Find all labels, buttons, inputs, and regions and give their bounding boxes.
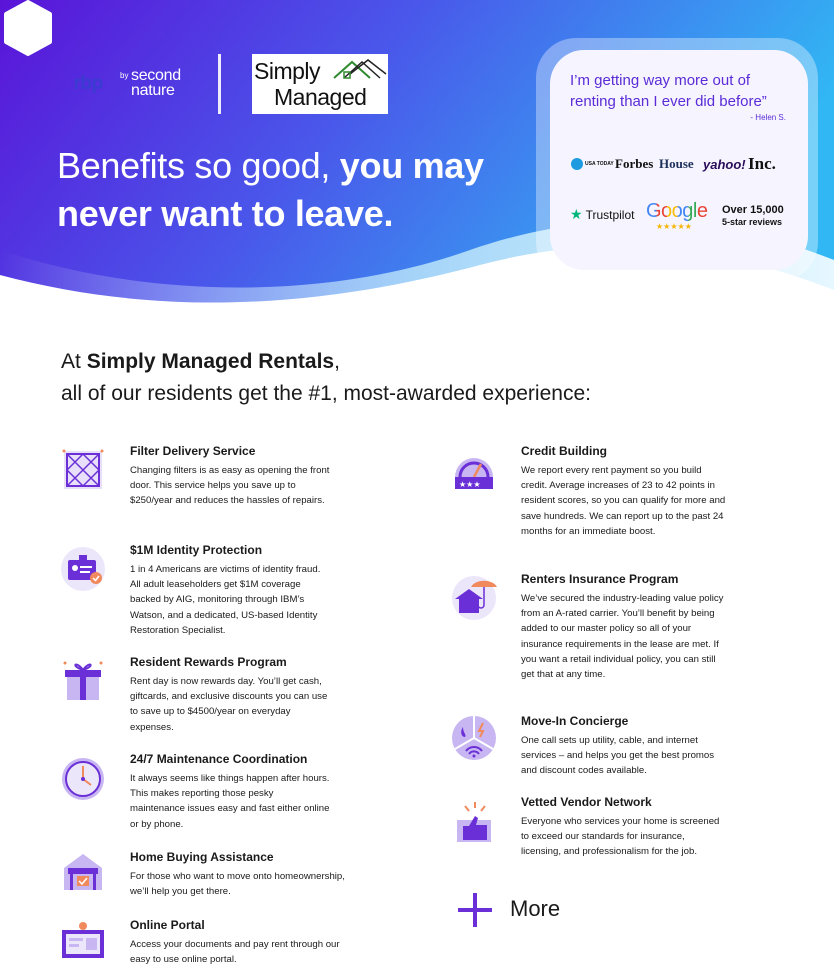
benefit-title: Resident Rewards Program xyxy=(130,655,287,669)
filter-icon xyxy=(60,447,106,493)
headline-bold-1: you may xyxy=(339,145,484,186)
benefit-desc: For those who want to move onto homeownership, we’ll help you get there. xyxy=(130,871,345,898)
more-link[interactable]: More xyxy=(510,896,561,921)
benefit-maintenance xyxy=(130,751,330,832)
nature-label: nature xyxy=(131,82,175,99)
benefit-vetted-vendors xyxy=(521,794,726,860)
rbp-logo: rbp xyxy=(73,73,103,94)
review-sub-text: 5-star reviews xyxy=(722,217,783,227)
usa-today-dot-icon xyxy=(571,158,583,170)
benefit-title: Online Portal xyxy=(130,918,205,932)
benefit-desc: 1 in 4 Americans are victims of identity fraud. All adult leaseholders get $1M coverage backed by AIG, monitoring through IBM’s Watson, and a dedicated, US-based Identity Restoration Specialist. xyxy=(130,564,321,636)
hero-banner xyxy=(0,0,834,330)
google-logo xyxy=(646,200,708,223)
benefit-desc: Everyone who services your home is screened to exceed our standards for insurance, licensing, and professionalism for the job. xyxy=(521,816,720,858)
testimonial-quote: I’m getting way more out of renting than I ever did before” xyxy=(570,72,767,110)
benefit-title: Filter Delivery Service xyxy=(130,444,256,458)
partner-logo-line2: Managed xyxy=(274,84,367,110)
headline-regular: Benefits so good, xyxy=(57,145,340,186)
svg-text:★★★: ★★★ xyxy=(459,480,481,489)
trustpilot-logo xyxy=(570,206,634,223)
benefit-title: Renters Insurance Program xyxy=(521,572,679,586)
intro-line2: all of our residents get the #1, most-awarded experience: xyxy=(61,382,591,405)
by-label: by xyxy=(120,71,129,80)
benefit-title: $1M Identity Protection xyxy=(130,543,263,557)
credit-gauge-icon xyxy=(451,447,497,493)
benefit-identity-protection xyxy=(130,542,330,638)
benefit-online-portal xyxy=(130,917,350,967)
umbrella-house-icon xyxy=(451,575,497,621)
intro-company: Simply Managed Rentals xyxy=(86,350,335,373)
benefit-credit-building xyxy=(521,443,726,539)
usa-today-text: USA TODAY xyxy=(585,161,614,167)
benefit-desc: We report every rent payment so you build credit. Average increases of 23 to 42 points in resident scores, so you can qualify for more and save hundreds. We can report up to the past 24 months for an immediate boost. xyxy=(521,465,726,537)
benefit-desc: We’ve secured the industry-leading value policy from an A-rated carrier. You’ll benefit by being added to our master policy so all of your insurance requirements in the lease are met. If you want a retail individual policy, you can still get that at any time. xyxy=(521,593,724,681)
thumbs-up-icon xyxy=(451,798,497,844)
testimonial-author: - Helen S. xyxy=(750,113,786,122)
benefit-home-buying xyxy=(130,849,350,899)
benefit-title: Credit Building xyxy=(521,444,607,458)
gift-icon xyxy=(60,658,106,704)
headline-bold-2: never want to leave. xyxy=(57,193,394,234)
benefit-desc: It always seems like things happen after hours. This makes reporting those pesky maintenance issues easy and fast either online or by phone. xyxy=(130,773,330,830)
review-count-text: Over 15,000 xyxy=(722,204,784,216)
forbes-logo: Forbes xyxy=(615,156,654,171)
logo-divider xyxy=(218,54,221,114)
trustpilot-text: Trustpilot xyxy=(585,207,635,222)
simply-managed-logo xyxy=(252,54,388,114)
utilities-icon xyxy=(451,715,497,761)
usa-today-logo xyxy=(571,154,614,174)
google-text: Google xyxy=(646,200,708,222)
benefit-resident-rewards xyxy=(130,654,330,735)
partner-logo-line1: Simply xyxy=(254,58,321,84)
inc-logo: Inc. xyxy=(748,154,776,173)
second-label: second xyxy=(131,67,181,84)
house-logo: House xyxy=(659,156,694,171)
id-card-icon xyxy=(60,546,106,592)
home-check-icon xyxy=(60,850,106,896)
benefit-title: Vetted Vendor Network xyxy=(521,795,652,809)
intro-prefix: At xyxy=(61,350,87,373)
clock-icon xyxy=(60,756,106,802)
benefit-title: Home Buying Assistance xyxy=(130,850,274,864)
benefit-desc: Access your documents and pay rent through our easy to use online portal. xyxy=(130,939,340,966)
plus-icon[interactable] xyxy=(458,893,492,927)
benefit-filter-delivery xyxy=(130,443,330,509)
benefit-renters-insurance xyxy=(521,571,726,682)
rbp-logo-shape xyxy=(0,0,56,56)
intro-suffix: , xyxy=(334,350,340,373)
benefit-move-in-concierge xyxy=(521,713,726,779)
monitor-icon xyxy=(60,920,106,966)
benefit-title: 24/7 Maintenance Coordination xyxy=(130,752,308,766)
google-stars-icon: ★★★★★ xyxy=(656,222,692,231)
benefit-desc: Changing filters is as easy as opening the front door. This service helps you save up to $250/year and reduces the hassles of repairs. xyxy=(130,465,330,507)
benefit-desc: One call sets up utility, cable, and internet services – and helps you get the best promos and discount codes available. xyxy=(521,735,715,777)
benefit-title: Move-In Concierge xyxy=(521,714,629,728)
benefit-desc: Rent day is now rewards day. You’ll get cash, giftcards, and exclusive discounts you can use to save up to $4500/year on everyday expenses. xyxy=(130,676,328,733)
review-count xyxy=(722,204,784,228)
trustpilot-star-icon: ★ xyxy=(570,206,583,222)
page-headline xyxy=(57,142,527,238)
yahoo-logo: yahoo! xyxy=(703,156,746,172)
intro-heading xyxy=(61,346,781,410)
